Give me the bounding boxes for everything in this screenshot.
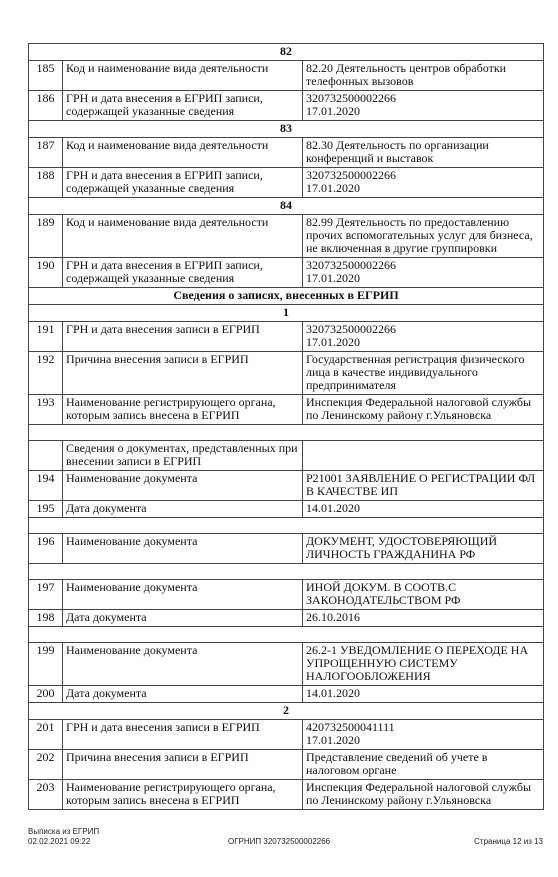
table-row [29,61,544,91]
table-row [29,534,544,564]
spacer-cell [29,518,544,534]
row-label: Наименование документа [63,471,303,501]
footer-left [28,827,99,847]
row-value: 320732500002266 17.01.2020 [303,168,544,198]
row-value: 320732500002266 17.01.2020 [303,322,544,352]
row-value: 82.99 Деятельность по предоставлению прочих вспомогательных услуг для бизнеса, не включенная в другие группировки [303,215,544,258]
table-row [29,501,544,518]
spacer-cell [29,564,544,580]
table-row [29,352,544,395]
row-number: 189 [29,215,63,258]
spacer-row [29,627,544,643]
spacer-cell [29,627,544,643]
table-row [29,750,544,780]
row-value: 320732500002266 17.01.2020 [303,258,544,288]
row-label: ГРН и дата внесения в ЕГРИП записи, содержащей указанные сведения [63,258,303,288]
spacer-row [29,564,544,580]
footer-page-number: Страница 12 из 13 [474,837,543,846]
egrip-extract-table [28,43,544,810]
row-label: ГРН и дата внесения в ЕГРИП записи, содержащей указанные сведения [63,91,303,121]
row-value: 26.2-1 УВЕДОМЛЕНИЕ О ПЕРЕХОДЕ НА УПРОЩЕННУЮ СИСТЕМУ НАЛОГООБЛОЖЕНИЯ [303,643,544,686]
row-value: Представление сведений об учете в налоговом органе [303,750,544,780]
row-label: Код и наименование вида деятельности [63,61,303,91]
table-row [29,168,544,198]
row-number: 191 [29,322,63,352]
row-label: Код и наименование вида деятельности [63,215,303,258]
row-label: Причина внесения записи в ЕГРИП [63,352,303,395]
section-header: 2 [29,703,544,720]
row-label: ГРН и дата внесения записи в ЕГРИП [63,322,303,352]
table-row [29,138,544,168]
row-value: 82.30 Деятельность по организации конференций и выставок [303,138,544,168]
row-value: Государственная регистрация физического лица в качестве индивидуального предпринимателя [303,352,544,395]
row-number: 185 [29,61,63,91]
row-number: 198 [29,610,63,627]
row-label: ГРН и дата внесения в ЕГРИП записи, содержащей указанные сведения [63,168,303,198]
section-header: 1 [29,305,544,322]
row-label: Наименование регистрирующего органа, которым запись внесена в ЕГРИП [63,780,303,810]
table-row [29,395,544,425]
row-label: Наименование документа [63,580,303,610]
row-number: 202 [29,750,63,780]
table-row [29,610,544,627]
section-header: 83 [29,121,544,138]
row-label: Наименование документа [63,534,303,564]
row-value: 320732500002266 17.01.2020 [303,91,544,121]
row-value: 26.10.2016 [303,610,544,627]
row-value: 82.20 Деятельность центров обработки телефонных вызовов [303,61,544,91]
row-number [29,441,63,471]
row-label: Наименование регистрирующего органа, которым запись внесена в ЕГРИП [63,395,303,425]
row-number: 187 [29,138,63,168]
section-header-row [29,198,544,215]
table-row [29,720,544,750]
footer-ogrnip: ОГРНИП 320732500002266 [228,837,331,846]
row-number: 203 [29,780,63,810]
row-value: ИНОЙ ДОКУМ. В СООТВ.С ЗАКОНОДАТЕЛЬСТВОМ РФ [303,580,544,610]
table-row [29,91,544,121]
table-row [29,780,544,810]
row-value: 420732500041111 17.01.2020 [303,720,544,750]
table-row [29,686,544,703]
section-header-row [29,121,544,138]
section-header-row [29,703,544,720]
table-row [29,441,544,471]
row-label: Дата документа [63,686,303,703]
spacer-row [29,425,544,441]
row-number: 199 [29,643,63,686]
table-row [29,471,544,501]
table-row [29,580,544,610]
row-number: 190 [29,258,63,288]
footer-title: Выписка из ЕГРИП [28,827,100,836]
section-header: Сведения о записях, внесенных в ЕГРИП [29,288,544,305]
row-number: 197 [29,580,63,610]
row-label: Наименование документа [63,643,303,686]
table-row [29,215,544,258]
row-number: 201 [29,720,63,750]
row-value: ДОКУМЕНТ, УДОСТОВЕРЯЮЩИЙ ЛИЧНОСТЬ ГРАЖДАНИНА РФ [303,534,544,564]
section-header: 84 [29,198,544,215]
row-number: 192 [29,352,63,395]
row-number: 194 [29,471,63,501]
footer-datetime: 02.02.2021 09:22 [28,837,91,846]
section-header-row [29,288,544,305]
row-value: Р21001 ЗАЯВЛЕНИЕ О РЕГИСТРАЦИИ ФЛ В КАЧЕСТВЕ ИП [303,471,544,501]
row-label: Дата документа [63,501,303,518]
row-value: 14.01.2020 [303,501,544,518]
section-header: 82 [29,44,544,61]
table-row [29,258,544,288]
row-label: Сведения о документах, представленных при внесении записи в ЕГРИП [63,441,303,471]
row-value: 14.01.2020 [303,686,544,703]
spacer-cell [29,425,544,441]
row-label: Дата документа [63,610,303,627]
row-label: Код и наименование вида деятельности [63,138,303,168]
row-label: Причина внесения записи в ЕГРИП [63,750,303,780]
row-label: ГРН и дата внесения записи в ЕГРИП [63,720,303,750]
table-row [29,643,544,686]
row-number: 193 [29,395,63,425]
section-header-row [29,44,544,61]
row-number: 186 [29,91,63,121]
row-number: 195 [29,501,63,518]
table-row [29,322,544,352]
section-header-row [29,305,544,322]
spacer-row [29,518,544,534]
row-value: Инспекция Федеральной налоговой службы по Ленинскому району г.Ульяновска [303,780,544,810]
row-value [303,441,544,471]
row-value: Инспекция Федеральной налоговой службы по Ленинскому району г.Ульяновска [303,395,544,425]
row-number: 188 [29,168,63,198]
row-number: 200 [29,686,63,703]
row-number: 196 [29,534,63,564]
